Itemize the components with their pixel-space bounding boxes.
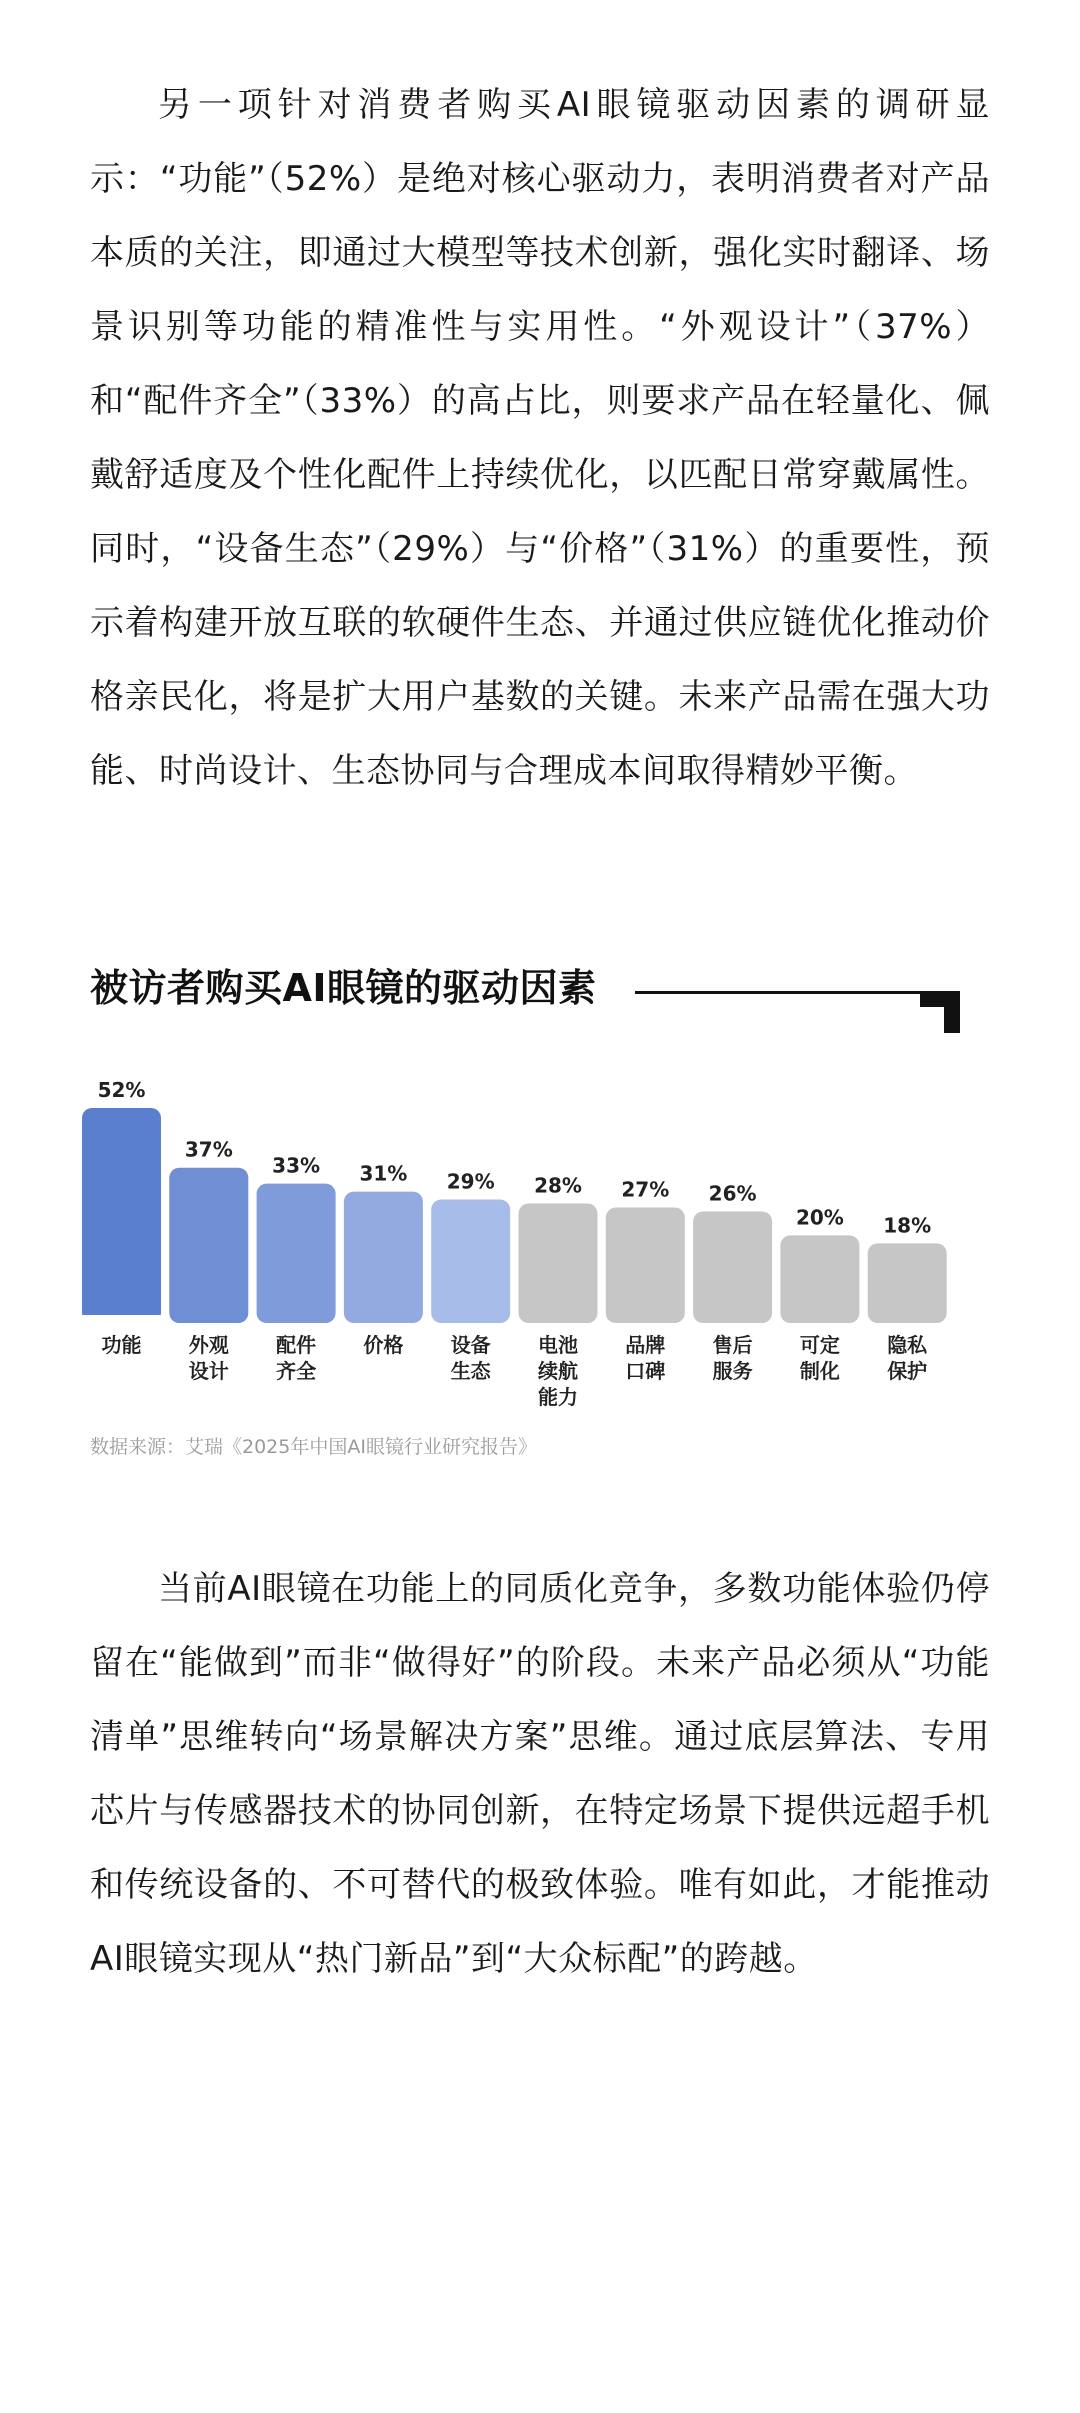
category-label-9-1: 保护 bbox=[887, 1359, 928, 1383]
category-label-4-0: 设备 bbox=[450, 1333, 491, 1357]
category-label-1-1: 设计 bbox=[188, 1359, 229, 1383]
title-decorative-rule bbox=[635, 991, 960, 994]
data-label-9: 18% bbox=[883, 1213, 932, 1238]
bar-chart bbox=[0, 1040, 1080, 1420]
data-label-1: 37% bbox=[184, 1137, 233, 1162]
data-label-0: 52% bbox=[97, 1078, 146, 1102]
bar-6 bbox=[606, 1208, 685, 1323]
category-label-5-2: 能力 bbox=[538, 1385, 578, 1409]
data-label-4: 29% bbox=[446, 1169, 495, 1194]
data-label-7: 26% bbox=[708, 1181, 757, 1206]
data-label-2: 33% bbox=[272, 1153, 321, 1178]
bar-8 bbox=[780, 1235, 859, 1323]
category-label-7-1: 服务 bbox=[712, 1359, 753, 1383]
bar-4 bbox=[431, 1200, 510, 1323]
category-label-9-0: 隐私 bbox=[887, 1333, 928, 1357]
bar-2 bbox=[257, 1184, 336, 1323]
category-label-5-0: 电池 bbox=[538, 1333, 578, 1357]
category-label-1-0: 外观 bbox=[188, 1333, 229, 1357]
category-label-4-1: 生态 bbox=[450, 1359, 491, 1383]
data-label-3: 31% bbox=[359, 1161, 408, 1186]
title-corner-mark bbox=[944, 991, 960, 1033]
bar-7 bbox=[693, 1212, 772, 1324]
conclusion-paragraph: 当前AI眼镜在功能上的同质化竞争，多数功能体验仍停留在“能做到”而非“做得好”的阶段。未来产品必须从“功能清单”思维转向“场景解决方案”思维。通过底层算法、专用芯片与传感器技术的协同创新，在特定场景下提供远超手机和传统设备的、不可替代的极致体验。唯有如此，才能推动AI眼镜实现从“热门新品”到“大众标配”的跨越。 bbox=[90, 1569, 990, 1979]
bar-0 bbox=[82, 1108, 161, 1323]
data-label-8: 20% bbox=[795, 1205, 844, 1230]
category-label-8-1: 制化 bbox=[799, 1359, 840, 1383]
bar-5 bbox=[519, 1204, 598, 1323]
bar-1 bbox=[169, 1168, 248, 1323]
category-label-2-0: 配件 bbox=[276, 1333, 317, 1357]
category-label-6-0: 品牌 bbox=[625, 1333, 666, 1357]
data-label-6: 27% bbox=[621, 1177, 670, 1202]
intro-paragraph: 另一项针对消费者购买AI眼镜驱动因素的调研显示：“功能”（52%）是绝对核心驱动力，表明消费者对产品本质的关注，即通过大模型等技术创新，强化实时翻译、场景识别等功能的精准性与实用性。“外观设计”（37%）和“配件齐全”（33%）的高占比，则要求产品在轻量化、佩戴舒适度及个性化配件上持续优化，以匹配日常穿戴属性。同时，“设备生态”（29%）与“价格”（31%）的重要性，预示着构建开放互联的软硬件生态、并通过供应链优化推动价格亲民化，将是扩大用户基数的关键。未来产品需在强大功能、时尚设计、生态协同与合理成本间取得精妙平衡。 bbox=[90, 85, 990, 791]
category-label-8-0: 可定 bbox=[799, 1333, 840, 1357]
category-label-3-0: 价格 bbox=[363, 1333, 404, 1357]
category-label-0-0: 功能 bbox=[101, 1333, 142, 1357]
data-label-5: 28% bbox=[534, 1173, 582, 1198]
bar-3 bbox=[344, 1192, 423, 1323]
category-label-7-0: 售后 bbox=[712, 1333, 753, 1357]
category-label-6-1: 口碑 bbox=[625, 1359, 666, 1383]
chart-source-note: 数据来源：艾瑞《2025年中国AI眼镜行业研究报告》 bbox=[90, 1436, 537, 1458]
chart-title: 被访者购买AI眼镜的驱动因素 bbox=[90, 966, 597, 1010]
bar-9 bbox=[868, 1243, 947, 1323]
category-label-5-1: 续航 bbox=[538, 1359, 578, 1383]
category-label-2-1: 齐全 bbox=[276, 1359, 317, 1383]
